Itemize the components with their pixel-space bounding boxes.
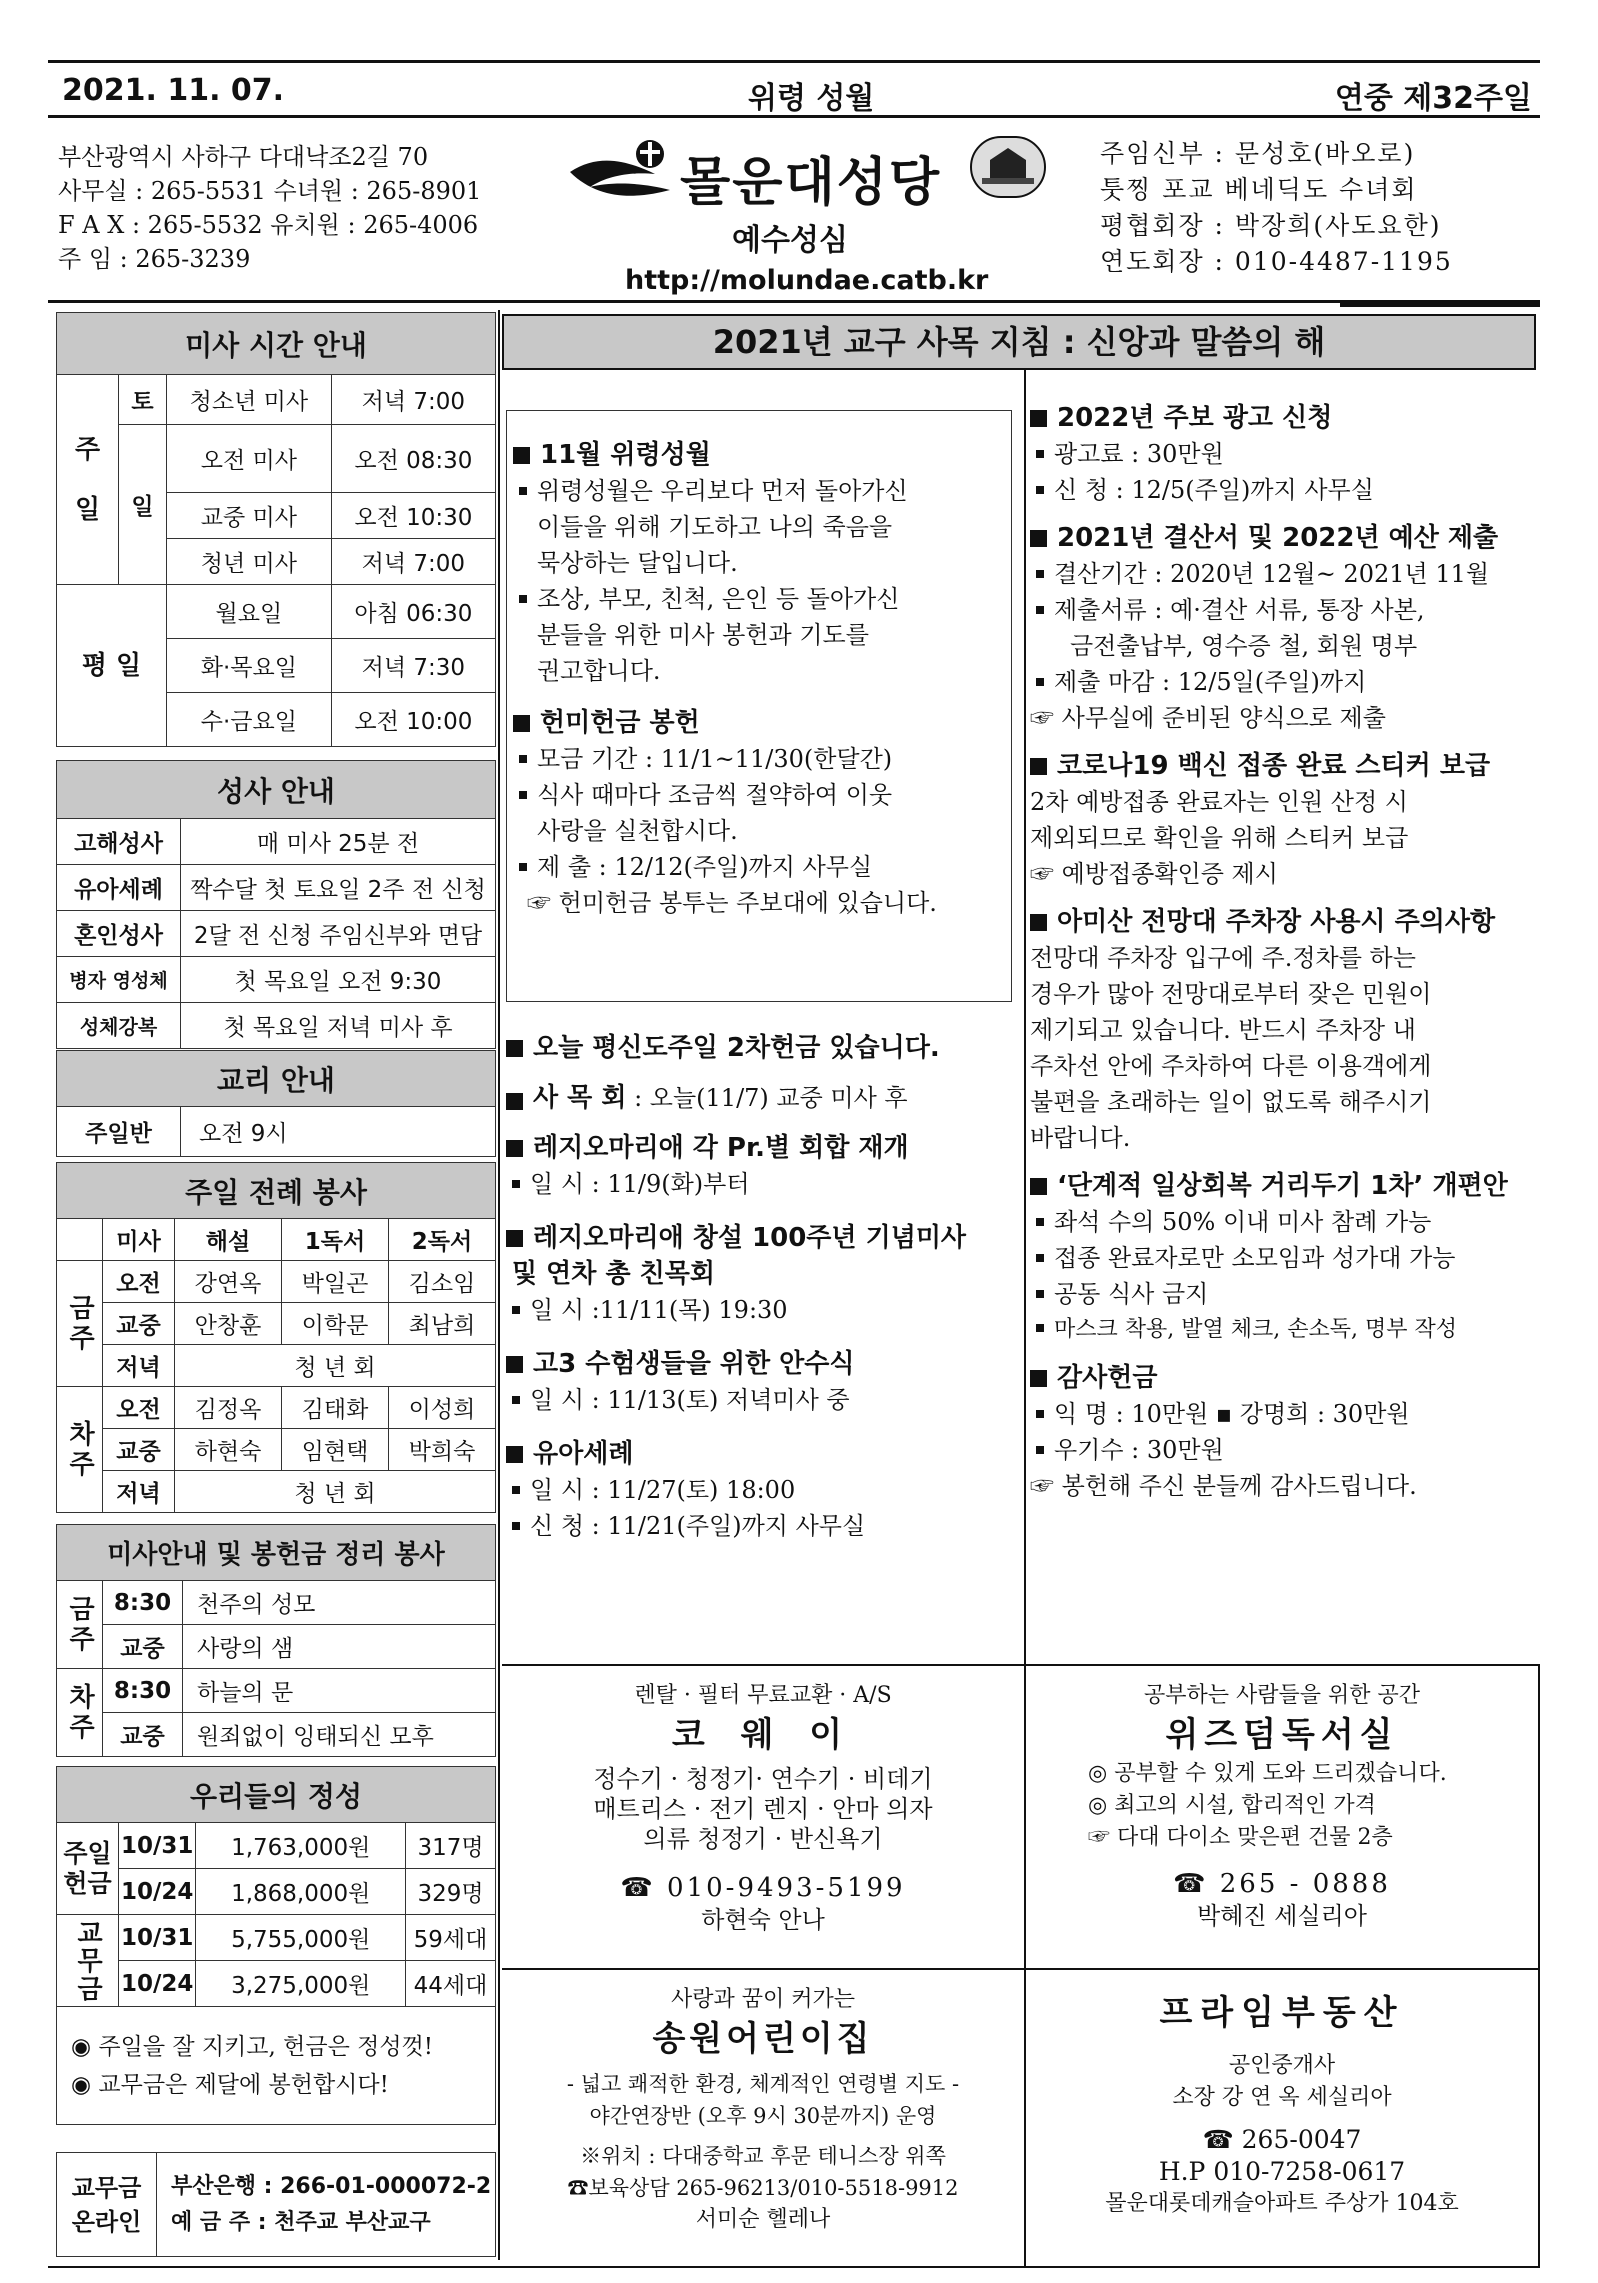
text-line: ☞ 예방접종확인증 제시 xyxy=(1030,860,1278,888)
text-line: 사 목 회 xyxy=(533,1083,627,1113)
ads-center-rule xyxy=(1024,1664,1026,2266)
parish-address xyxy=(58,140,481,276)
bullet-square-icon xyxy=(506,1356,523,1373)
text-line: 레지오마리애 각 Pr.별 회합 재개 xyxy=(533,1133,909,1163)
text-line: 교중 미사 xyxy=(167,493,332,539)
bullet-square-icon xyxy=(506,1093,523,1110)
text-line: 고해성사 xyxy=(57,819,181,865)
weekday-label: 평 일 xyxy=(57,585,167,747)
ad-wisdom xyxy=(1028,1680,1536,1932)
ads-right-rule xyxy=(1538,1664,1540,2266)
text-line: 공인중개사 xyxy=(1228,2053,1336,2078)
bullet-dot-icon xyxy=(1036,1410,1044,1418)
text-line: 소장 강 연 옥 세실리아 xyxy=(1172,2085,1392,2110)
text-line: 유아세례 xyxy=(533,1439,634,1469)
text-line: 저녁 7:00 xyxy=(331,375,495,425)
bullet-dot-icon xyxy=(519,791,527,799)
text-line: 화·목요일 xyxy=(167,639,332,693)
donations-table xyxy=(56,1766,496,2125)
text-line: 위령성월은 우리보다 먼저 돌아가신 xyxy=(537,477,908,505)
text-line: 이들을 위해 기도하고 나의 죽음을 xyxy=(537,513,893,541)
text-line: 사랑의 샘 xyxy=(183,1625,496,1669)
bottom-rule xyxy=(48,2266,1540,2268)
text-line: 오전 미사 xyxy=(167,425,332,493)
bullet-square-icon xyxy=(1030,410,1047,427)
text-line: 3,275,000원 xyxy=(196,1961,406,2007)
ad-prime-phone: ☎ 265-0047 xyxy=(1202,2125,1362,2154)
parish-url[interactable]: http://molundae.catb.kr xyxy=(625,265,989,296)
text-line: ◎ 공부할 수 있게 도와 드리겠습니다. xyxy=(1088,1761,1447,1786)
text-line: ※위치 : 다대중학교 후문 테니스장 위쪽 xyxy=(580,2144,946,2168)
text-line: 토 xyxy=(119,375,167,425)
liturgy-service-table xyxy=(56,1162,496,1513)
text-line: 성사 안내 xyxy=(57,761,496,819)
text-line: 차주 xyxy=(57,1387,103,1513)
text-line: 제외되므로 확인을 위해 스티커 보급 xyxy=(1030,824,1409,852)
parish-staff xyxy=(1100,136,1453,280)
ad-coway xyxy=(504,1680,1022,1936)
text-line: 김태화 xyxy=(282,1387,389,1429)
text-line: 제출서류 : 예·결산 서류, 통장 사본, xyxy=(1054,596,1425,624)
text-line: 오전 xyxy=(103,1261,175,1303)
column-divider-right xyxy=(1024,370,1026,1666)
pastoral-banner: 2021년 교구 사목 지침 : 신앙과 말씀의 해 xyxy=(502,314,1536,370)
text-line: 수·금요일 xyxy=(167,693,332,747)
text-line: 혼인성사 xyxy=(57,911,181,957)
text-line: 오늘 평신도주일 2차헌금 있습니다. xyxy=(533,1033,940,1063)
text-line: 익 명 : 10만원 ▪ 강명희 : 30만원 xyxy=(1054,1400,1410,1428)
bullet-square-icon xyxy=(1030,914,1047,931)
text-line: 미사 xyxy=(103,1219,175,1261)
issue-date: 2021. 11. 07. xyxy=(62,73,285,108)
text-line: 10/31 xyxy=(119,1823,196,1869)
text-line: 제기되고 있습니다. 반드시 주차장 내 xyxy=(1030,1016,1416,1044)
text-line: 주차선 안에 주차하여 다른 이용객에게 xyxy=(1030,1052,1432,1080)
text-line: 정수기 · 청정기· 연수기 · 비데기 xyxy=(593,1765,933,1793)
text-line: 1독서 xyxy=(282,1219,389,1261)
text-line: 첫 목요일 오전 9:30 xyxy=(181,957,496,1003)
text-line: 짝수달 첫 토요일 2주 전 신청 xyxy=(181,865,496,911)
bullet-square-icon xyxy=(513,447,530,464)
text-line: 경우가 많아 전망대로부터 잦은 민원이 xyxy=(1030,980,1432,1008)
text-line: 주일반 xyxy=(57,1107,181,1157)
text-line: 공동 식사 금지 xyxy=(1054,1280,1209,1308)
ad-prime-name: 프라임부동산 xyxy=(1159,1993,1405,2033)
text-line: 오전 10:00 xyxy=(331,693,495,747)
text-line: 2022년 주보 광고 신청 xyxy=(1057,403,1333,433)
bullet-dot-icon xyxy=(1036,678,1044,686)
text-line: 저녁 xyxy=(103,1345,175,1387)
text-line: 최남희 xyxy=(389,1303,496,1345)
text-line: 차주 xyxy=(57,1669,103,1757)
text-line: 일 시 : 11/27(토) 18:00 xyxy=(530,1476,796,1504)
ads-top-rule xyxy=(502,1664,1540,1666)
bullet-square-icon xyxy=(506,1230,523,1247)
bullet-dot-icon xyxy=(512,1306,520,1314)
text-line: 하현숙 안나 xyxy=(701,1906,825,1934)
ad-songwon-phone: ☎보육상담 265-96213/010-5518-9912 xyxy=(567,2176,959,2200)
text-line: 첫 목요일 저녁 미사 후 xyxy=(181,1003,496,1049)
text-line: 성체강복 xyxy=(57,1003,181,1049)
text-line: 일 xyxy=(74,494,101,525)
text-line: 박혜진 세실리아 xyxy=(1197,1902,1367,1930)
text-line: 이학문 xyxy=(282,1303,389,1345)
text-line: ‘단계적 일상회복 거리두기 1차’ 개편안 xyxy=(1057,1171,1508,1201)
text-line: 10/24 xyxy=(119,1869,196,1915)
bullet-dot-icon xyxy=(1036,1218,1044,1226)
text-line: 금전출납부, 영수증 철, 회원 명부 xyxy=(1070,632,1418,660)
header-divider-accent xyxy=(1340,303,1540,307)
catechism-table xyxy=(56,1050,496,1157)
text-line: 몰운대롯데캐슬아파트 주상가 104호 xyxy=(1105,2191,1459,2216)
text-line: 분들을 위한 미사 봉헌과 기도를 xyxy=(537,621,869,649)
text-line: 강연옥 xyxy=(175,1261,282,1303)
text-line: 우기수 : 30만원 xyxy=(1054,1436,1224,1464)
text-line: 박희숙 xyxy=(389,1429,496,1471)
text-line: 금주 xyxy=(57,1261,103,1387)
ad-wisdom-name: 위즈덤독서실 xyxy=(1165,1715,1399,1755)
text-line: 교무금 xyxy=(57,1915,119,2007)
bullet-square-icon xyxy=(1030,1178,1047,1195)
text-line: 11월 위령성월 xyxy=(540,440,711,470)
text-line: 접종 완료자로만 소모임과 성가대 가능 xyxy=(1054,1244,1456,1272)
text-line: 오전 xyxy=(103,1387,175,1429)
ad-prime-hp: H.P 010-7258-0617 xyxy=(1158,2157,1406,2186)
text-line: 교중 xyxy=(103,1303,175,1345)
text-line: 안창훈 xyxy=(175,1303,282,1345)
text-line: 주임신부 : 문성호(바오로) xyxy=(1100,139,1416,168)
bullet-dot-icon xyxy=(1036,1290,1044,1298)
text-line: 일 시 : 11/13(토) 저녁미사 중 xyxy=(530,1386,850,1414)
text-line: 해설 xyxy=(175,1219,282,1261)
church-photo-emblem xyxy=(970,136,1046,198)
ad-wisdom-phone: ☎ 265 - 0888 xyxy=(1173,1869,1391,1899)
donation-note: ◉ 주일을 잘 지키고, 헌금은 정성껏! xyxy=(71,2033,434,2060)
text-line: 연도회장 : 010-4487-1195 xyxy=(1100,247,1453,276)
text-line: 교중 xyxy=(103,1625,183,1669)
offering-service-table xyxy=(56,1524,496,1757)
text-line: ☞ 사무실에 준비된 양식으로 제출 xyxy=(1030,704,1386,732)
text-line: 모금 기간 : 11/1~11/30(한달간) xyxy=(537,745,893,773)
text-line: 교무금 xyxy=(71,2173,142,2202)
featured-notice-box xyxy=(506,410,1012,1002)
text-line: 주 xyxy=(74,434,101,465)
text-line: 오전 10:30 xyxy=(331,493,495,539)
text-line: 이성희 xyxy=(389,1387,496,1429)
ad-coway-phone: ☎ 010-9493-5199 xyxy=(620,1873,906,1903)
text-line: 원죄없이 잉태되신 모후 xyxy=(183,1713,496,1757)
bullet-dot-icon xyxy=(1036,1446,1044,1454)
ad-coway-name: 코 웨 이 xyxy=(671,1715,855,1755)
text-line: 서미순 헬레나 xyxy=(695,2207,831,2232)
header-divider xyxy=(48,300,1540,303)
bullet-dot-icon xyxy=(1036,450,1044,458)
ad-songwon-name: 송원어린이집 xyxy=(652,2019,874,2059)
text-line: 오전 9시 xyxy=(181,1107,496,1157)
bullet-dot-icon xyxy=(1036,1324,1044,1332)
right-notices xyxy=(1030,400,1536,1504)
text-line: 김정옥 xyxy=(175,1387,282,1429)
text-line: 온라인 xyxy=(71,2207,142,2236)
text-line: 사랑과 꿈이 커가는 xyxy=(670,1987,855,2012)
text-line: 교리 안내 xyxy=(57,1051,496,1107)
text-line: 결산기간 : 2020년 12월~ 2021년 11월 xyxy=(1054,560,1490,588)
text-line: 일 시 :11/11(목) 19:30 xyxy=(530,1296,788,1324)
middle-notices xyxy=(506,1030,1016,1544)
text-line: 5,755,000원 xyxy=(196,1915,406,1961)
bullet-dot-icon xyxy=(1036,486,1044,494)
text-line: 청 년 회 xyxy=(175,1471,496,1513)
bullet-dot-icon xyxy=(512,1522,520,1530)
text-line: 청년 미사 xyxy=(167,539,332,585)
text-line: 렌탈 · 필터 무료교환 · A/S xyxy=(634,1683,892,1708)
text-line: 59세대 xyxy=(406,1915,496,1961)
parish-subtitle: 예수성심 xyxy=(732,223,848,258)
text-line: 아미산 전망대 주차장 사용시 주의사항 xyxy=(1057,907,1496,937)
text-line: 신 청 : 11/21(주일)까지 사무실 xyxy=(530,1512,866,1540)
column-divider-left xyxy=(498,310,500,2260)
text-line: 미사안내 및 봉헌금 정리 봉사 xyxy=(57,1525,496,1581)
ad-prime xyxy=(1028,1990,1536,2220)
bullet-square-icon xyxy=(506,1040,523,1057)
text-line: 하늘의 문 xyxy=(183,1669,496,1713)
sacraments-table xyxy=(56,760,496,1049)
top-bar xyxy=(48,60,1540,118)
text-line: 사무실 : 265-5531 수녀원 : 265-8901 xyxy=(58,177,482,205)
online-payment-table xyxy=(56,2152,496,2257)
text-line: 우리들의 정성 xyxy=(57,1767,496,1823)
text-line: 오전 08:30 xyxy=(331,425,495,493)
account-holder: 예 금 주 : 천주교 부산교구 xyxy=(171,2209,431,2235)
donation-note: ◉ 교무금은 제달에 봉헌합시다! xyxy=(71,2071,389,2098)
text-line: 박일곤 xyxy=(282,1261,389,1303)
text-line: 금주 xyxy=(57,1581,103,1669)
text-line: 병자 영성체 xyxy=(57,957,181,1003)
text-line: 제 출 : 12/12(주일)까지 사무실 xyxy=(537,853,873,881)
text-line: ☞ 헌미헌금 봉투는 주보대에 있습니다. xyxy=(527,889,937,917)
text-line: 레지오마리애 창설 100주년 기념미사 xyxy=(533,1223,967,1253)
bullet-dot-icon xyxy=(519,595,527,603)
parish-logo xyxy=(560,132,700,212)
text-line: 1,763,000원 xyxy=(196,1823,406,1869)
text-line: ☞ 봉헌해 주신 분들께 감사드립니다. xyxy=(1030,1472,1417,1500)
bullet-dot-icon xyxy=(519,863,527,871)
bullet-square-icon xyxy=(506,1446,523,1463)
text-line: 일 xyxy=(119,425,167,585)
text-line: 부산광역시 사하구 다대낙조2길 70 xyxy=(58,143,429,171)
text-line: 317명 xyxy=(406,1823,496,1869)
text-line: 신 청 : 12/5(주일)까지 사무실 xyxy=(1054,476,1374,504)
text-line: 저녁 7:30 xyxy=(331,639,495,693)
bank-account: 부산은행 : 266-01-000072-2 xyxy=(171,2173,492,2199)
bullet-dot-icon xyxy=(1036,606,1044,614)
text-line: 교중 xyxy=(103,1429,175,1471)
bullet-dot-icon xyxy=(519,755,527,763)
bullet-dot-icon xyxy=(519,487,527,495)
text-line: 44세대 xyxy=(406,1961,496,2007)
bullet-square-icon xyxy=(1030,1370,1047,1387)
text-line: 광고료 : 30만원 xyxy=(1054,440,1224,468)
text-line: 마스크 착용, 발열 체크, 손소독, 명부 작성 xyxy=(1054,1317,1457,1342)
text-line: 월요일 xyxy=(167,585,332,639)
text-line: 2독서 xyxy=(389,1219,496,1261)
text-line: 1,868,000원 xyxy=(196,1869,406,1915)
text-line: 불편을 초래하는 일이 없도록 해주시기 xyxy=(1030,1088,1432,1116)
text-line: ☞ 다대 다이소 맞은편 건물 2층 xyxy=(1088,1825,1393,1850)
text-line: 청소년 미사 xyxy=(167,375,332,425)
text-line: 바랍니다. xyxy=(1030,1124,1131,1152)
text-line: 매트리스 · 전기 렌지 · 안마 의자 xyxy=(593,1795,933,1823)
text-line: 평협회장 : 박장희(사도요한) xyxy=(1100,211,1442,240)
text-line: 8:30 xyxy=(103,1581,183,1625)
text-line: ◎ 최고의 시설, 합리적인 가격 xyxy=(1088,1793,1376,1818)
text-line: 감사헌금 xyxy=(1057,1363,1158,1393)
bullet-square-icon xyxy=(513,715,530,732)
text-line: 2달 전 신청 주임신부와 면담 xyxy=(181,911,496,957)
text-line: 공부하는 사람들을 위한 공간 xyxy=(1143,1683,1420,1708)
text-line: 헌미헌금 봉헌 xyxy=(540,708,700,738)
text-line: 유아세례 xyxy=(57,865,181,911)
text-line: 일 시 : 11/9(화)부터 xyxy=(530,1170,750,1198)
text-line: 묵상하는 달입니다. xyxy=(537,549,738,577)
bullet-dot-icon xyxy=(512,1180,520,1188)
text-line: 2021년 결산서 및 2022년 예산 제출 xyxy=(1057,523,1499,553)
text-line: 하현숙 xyxy=(175,1429,282,1471)
text-line: 매 미사 25분 전 xyxy=(181,819,496,865)
text-line: 저녁 7:00 xyxy=(331,539,495,585)
bullet-dot-icon xyxy=(512,1396,520,1404)
mass-schedule-table xyxy=(56,312,496,747)
liturgical-month: 위령 성월 xyxy=(748,81,875,116)
bullet-dot-icon xyxy=(1036,1254,1044,1262)
mass-schedule-title: 미사 시간 안내 xyxy=(57,313,496,375)
text-line: 전망대 주차장 입구에 주.정차를 하는 xyxy=(1030,944,1416,972)
ads-middle-rule xyxy=(502,1968,1540,1970)
text-line: 툿찡 포교 베네딕도 수녀회 xyxy=(1100,175,1418,204)
text-line: 329명 xyxy=(406,1869,496,1915)
text-line: 좌석 수의 50% 이내 미사 참례 가능 xyxy=(1054,1208,1432,1236)
bullet-dot-icon xyxy=(1036,570,1044,578)
text-line: 주일헌금 xyxy=(57,1823,119,1915)
text-line: F A X : 265-5532 유치원 : 265-4006 xyxy=(58,211,479,239)
text-line: 식사 때마다 조금씩 절약하여 이웃 xyxy=(537,781,893,809)
text-line: 김소임 xyxy=(389,1261,496,1303)
text-line: 조상, 부모, 친척, 은인 등 돌아가신 xyxy=(537,585,900,613)
text-line: 코로나19 백신 접종 완료 스티커 보급 xyxy=(1057,751,1491,781)
bullet-square-icon xyxy=(506,1140,523,1157)
text-line: 천주의 성모 xyxy=(183,1581,496,1625)
text-line: 저녁 xyxy=(103,1471,175,1513)
text-line: 제출 마감 : 12/5일(주일)까지 xyxy=(1054,668,1367,696)
text-line: : 오늘(11/7) 교중 미사 후 xyxy=(626,1084,908,1112)
text-line: 고3 수험생들을 위한 안수식 xyxy=(533,1349,855,1379)
text-line: 야간연장반 (오후 9시 30분까지) 운영 xyxy=(589,2104,937,2128)
bullet-square-icon xyxy=(1030,758,1047,775)
text-line: 8:30 xyxy=(103,1669,183,1713)
bullet-dot-icon xyxy=(512,1486,520,1494)
text-line: 임현택 xyxy=(282,1429,389,1471)
text-line: 권고합니다. xyxy=(537,657,661,685)
text-line: 10/24 xyxy=(119,1961,196,2007)
liturgical-week: 연중 제32주일 xyxy=(1334,81,1532,116)
text-line: 사랑을 실천합시다. xyxy=(537,817,738,845)
text-line: 주일 전례 봉사 xyxy=(57,1163,496,1219)
ad-songwon xyxy=(504,1984,1022,2236)
text-line: 및 연차 총 친목회 xyxy=(512,1259,715,1289)
text-line: 10/31 xyxy=(119,1915,196,1961)
sunday-label xyxy=(57,375,119,585)
bullet-square-icon xyxy=(1030,530,1047,547)
text-line: 의류 청정기 · 반신욕기 xyxy=(643,1825,883,1853)
parish-name: 몰운대성당 xyxy=(680,153,942,213)
text-line: 청 년 회 xyxy=(175,1345,496,1387)
text-line: 교중 xyxy=(103,1713,183,1757)
text-line: 2차 예방접종 완료자는 인원 산정 시 xyxy=(1030,788,1408,816)
text-line: 주 임 : 265-3239 xyxy=(58,245,251,273)
text-line: - 넓고 쾌적한 환경, 체계적인 연령별 지도 - xyxy=(566,2072,960,2096)
text-line: 아침 06:30 xyxy=(331,585,495,639)
